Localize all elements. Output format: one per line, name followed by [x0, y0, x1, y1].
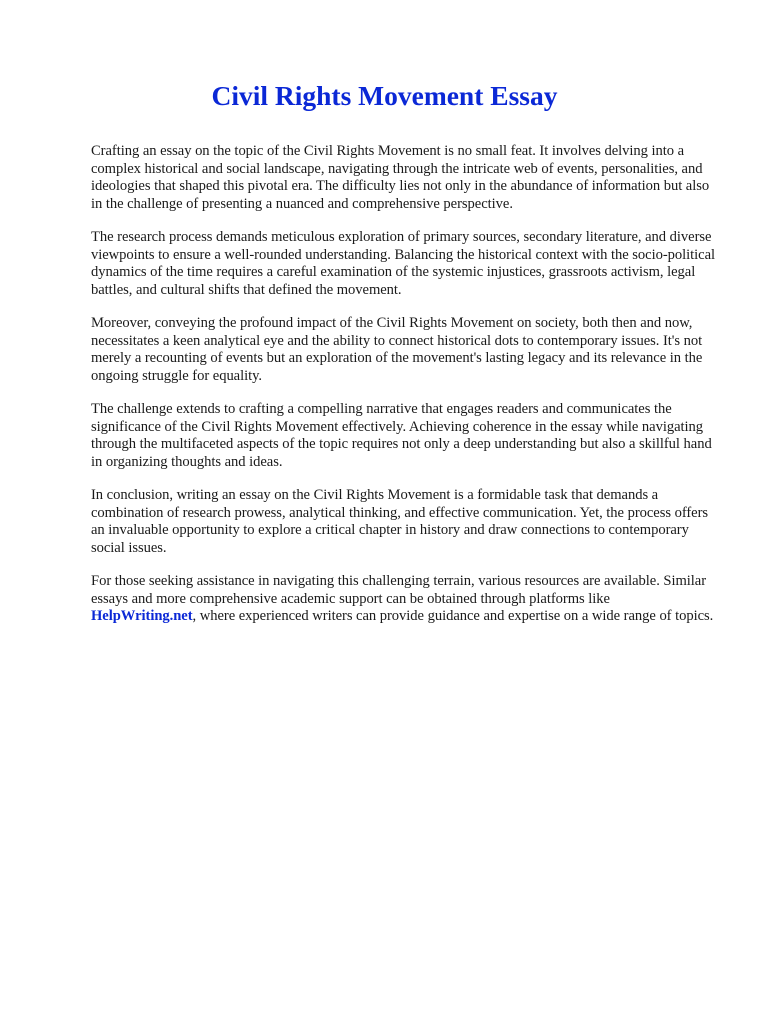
essay-paragraph-5: In conclusion, writing an essay on the Civil Rights Movement is a formidable task that demands a combination of research prowess, analytical thinking, and effective communication. Yet, the process offers an invaluable opportunity to explore a critical chapter in history and draw connections to contemporary social issues.	[91, 487, 709, 556]
helpwriting-link[interactable]: HelpWriting.net	[91, 608, 193, 624]
essay-paragraph-4: The challenge extends to crafting a compelling narrative that engages readers and communicates the significance of the Civil Rights Movement effectively. Achieving coherence in the essay while navigating through the multifaceted aspects of the topic requires not only a deep understanding but also a skillful hand in organizing thoughts and ideas.	[91, 401, 712, 470]
essay-paragraph-2: The research process demands meticulous exploration of primary sources, secondary literature, and diverse viewpoints to ensure a well-rounded understanding. Balancing the historical context with the socio-political dynamics of the time requires a careful examination of the systemic injustices, grassroots activism, legal battles, and cultural shifts that defined the movement.	[91, 229, 715, 298]
final-paragraph-intro: For those seeking assistance in navigating this challenging terrain, various resources are available. Similar essays and more comprehensive academic support can be obtained through platforms like	[91, 573, 707, 607]
essay-paragraph-1: Crafting an essay on the topic of the Civil Rights Movement is no small feat. It involves delving into a complex historical and social landscape, navigating through the intricate web of events, personalities, and ideologies that shaped this pivotal era. The difficulty lies not only in the abundance of information but also in the challenge of presenting a nuanced and comprehensive perspective.	[91, 143, 710, 212]
essay-paragraph-3: Moreover, conveying the profound impact of the Civil Rights Movement on society, both then and now, necessitates a keen analytical eye and the ability to connect historical dots to contemporary issues. It's not merely a recounting of events but an exploration of the movement's lasting legacy and its relevance in the ongoing struggle for equality.	[91, 315, 703, 384]
page-title: Civil Rights Movement Essay	[211, 80, 558, 111]
essay-paragraph-6	[91, 573, 718, 626]
final-paragraph-outro: , where experienced writers can provide guidance and expertise on a wide range of topics.	[192, 608, 714, 624]
